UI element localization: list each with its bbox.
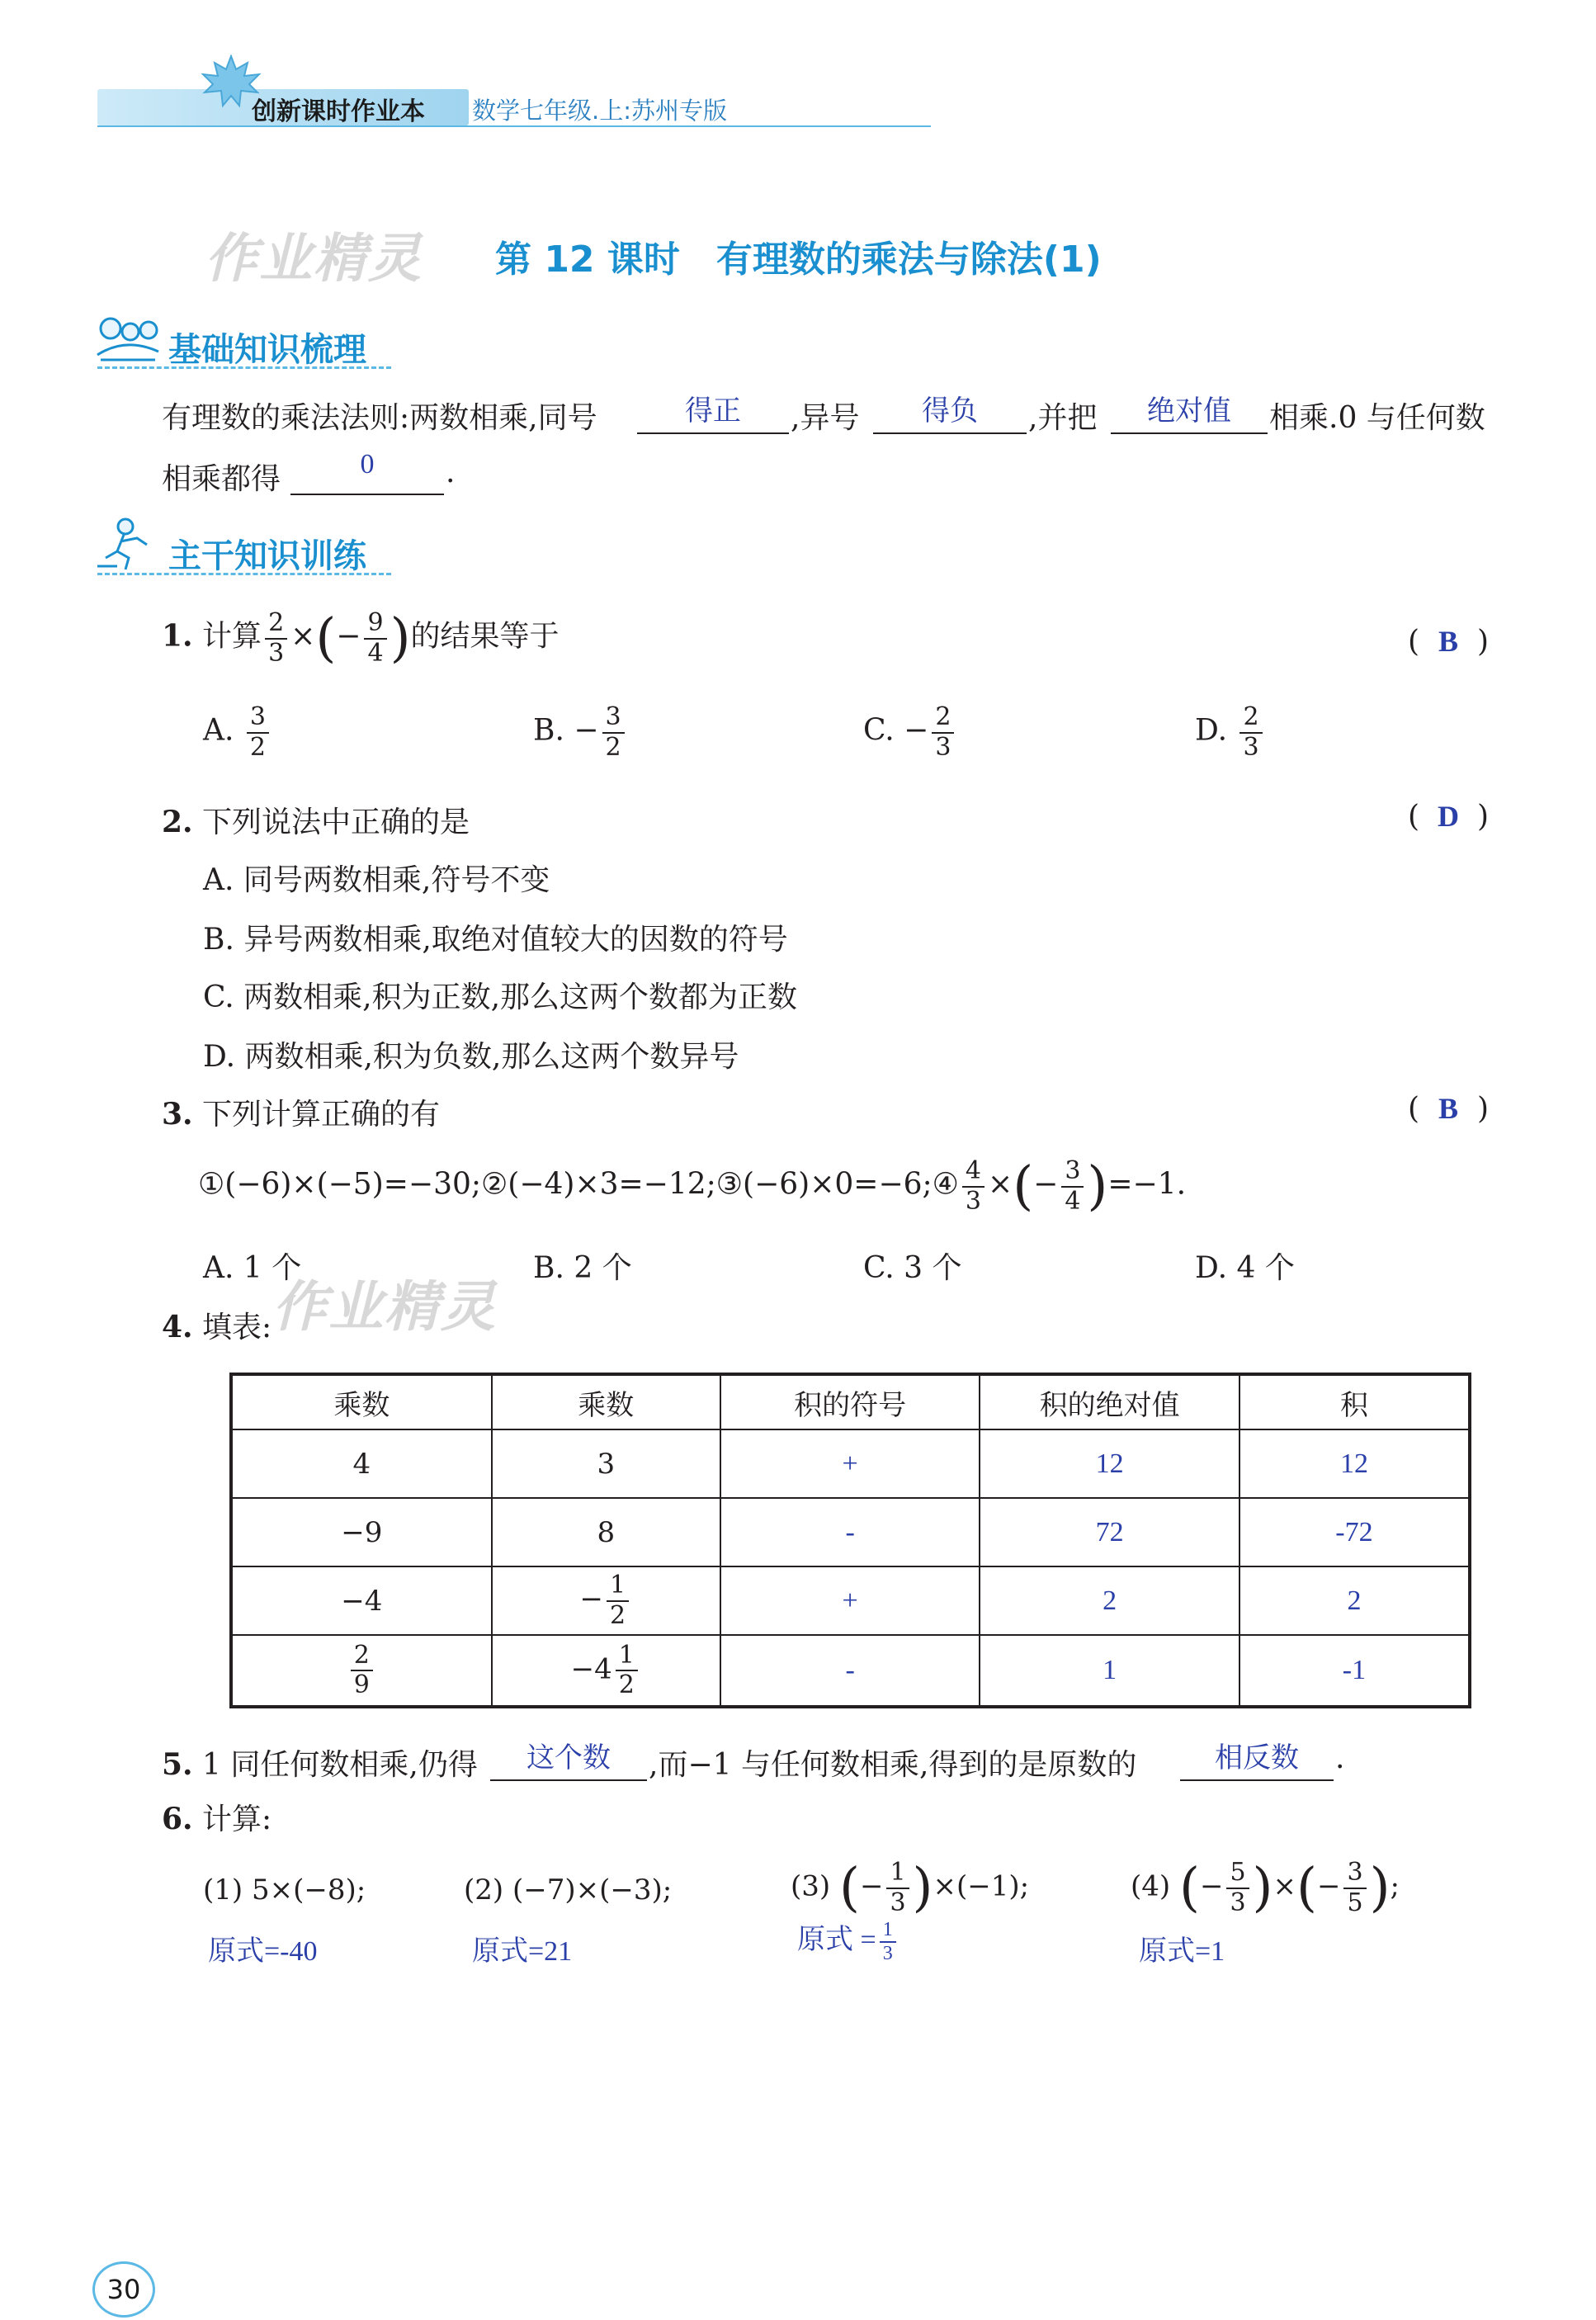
section-underline	[97, 366, 391, 369]
calc-item-1: (1) 5×(−8);	[203, 1873, 366, 1907]
table-cell: 3	[492, 1429, 720, 1498]
table-cell: −4 $\frac{1}{2}$	[492, 1635, 720, 1707]
answer-choice: D	[1438, 800, 1460, 833]
table-cell: −4	[231, 1566, 492, 1635]
table-cell: −9	[231, 1498, 492, 1566]
rule-text: 相乘都得	[162, 462, 281, 496]
question-number: 3.	[162, 1097, 193, 1132]
rule-text: 有理数的乘法法则:两数相乘,同号	[162, 401, 597, 435]
question-text: 计算:	[202, 1803, 272, 1836]
option-d[interactable]: D. 4 个	[1195, 1251, 1295, 1285]
calc-answer-2: 原式=21	[472, 1936, 573, 1967]
option-a[interactable]: A. $\frac{3}{2}$	[203, 703, 272, 762]
question-number: 5.	[162, 1747, 193, 1782]
answer-choice: B	[1438, 625, 1459, 658]
fraction: $\frac{2}{3}$	[265, 609, 287, 668]
question-5	[162, 1741, 478, 1784]
table-row	[231, 1429, 1470, 1498]
page-number: 30	[106, 2274, 141, 2305]
table-row	[231, 1566, 1470, 1635]
calc-answer-4: 原式=1	[1139, 1936, 1225, 1967]
table-cell: 8	[492, 1498, 720, 1566]
abacus-icon	[92, 312, 163, 368]
column-header: 乘数	[492, 1374, 720, 1429]
calc-item-2: (2) (−7)×(−3);	[464, 1873, 673, 1907]
option-c[interactable]: C. 3 个	[863, 1251, 962, 1285]
rule-answer-2: 得负	[922, 396, 978, 427]
question-3-expression: ①(−6)×(−5)=−30;②(−4)×3=−12;③(−6)×0=−6;④ $\frac{4}{3}$ ×(− $\frac{3}{4}$ )=−1.	[198, 1155, 1187, 1217]
option-b[interactable]: B. 2 个	[533, 1251, 632, 1285]
table-header-row	[231, 1374, 1470, 1429]
question-text: 1 同任何数相乘,仍得	[202, 1748, 478, 1782]
answer-cell[interactable]: -72	[1239, 1498, 1470, 1566]
answer-cell[interactable]: -	[720, 1498, 980, 1566]
answer-cell[interactable]: 12	[1239, 1429, 1470, 1498]
question-text: 下列说法中正确的是	[202, 806, 470, 839]
question-4	[162, 1304, 272, 1346]
column-header: 积的符号	[720, 1374, 980, 1429]
fill-table	[229, 1373, 1471, 1708]
question-3	[162, 1091, 440, 1133]
column-header: 乘数	[231, 1374, 492, 1429]
question-1: 1. 计算 $\frac{2}{3}$ ×(− $\frac{9}{4}$ )的结果等于	[162, 607, 560, 669]
q5-answer-2: 相反数	[1215, 1743, 1299, 1774]
table-cell: − $\frac{1}{2}$	[492, 1566, 720, 1635]
q5-answer-1: 这个数	[526, 1743, 611, 1774]
option-c[interactable]: C. 两数相乘,积为正数,那么这两个数都为正数	[203, 980, 798, 1014]
answer-paren-3: ( B )	[1408, 1092, 1490, 1126]
option-a[interactable]: A. 1 个	[203, 1251, 302, 1285]
question-number: 4.	[162, 1310, 193, 1344]
table-row	[231, 1498, 1470, 1566]
question-text: 计算	[202, 619, 262, 654]
answer-cell[interactable]: 2	[980, 1566, 1239, 1635]
basic-rule-line1	[162, 395, 597, 437]
question-number: 2.	[162, 805, 193, 839]
table-cell: 4	[231, 1429, 492, 1498]
question-text: 的结果等于	[410, 619, 560, 654]
question-6	[162, 1796, 272, 1838]
header-rule	[97, 125, 931, 127]
question-2	[162, 799, 470, 841]
fraction: $\frac{9}{4}$	[364, 609, 386, 668]
option-b[interactable]: B. 异号两数相乘,取绝对值较大的因数的符号	[203, 923, 788, 957]
rule-answer-3: 绝对值	[1147, 396, 1231, 427]
header-subtitle: 数学七年级.上:苏州专版	[472, 97, 727, 125]
answer-cell[interactable]: 2	[1239, 1566, 1470, 1635]
answer-paren-1: ( B )	[1408, 625, 1490, 659]
section-underline	[97, 573, 391, 575]
lesson-title: 第 12 课时 有理数的乘法与除法(1)	[495, 239, 1102, 281]
question-text: .	[1335, 1741, 1345, 1775]
option-a[interactable]: A. 同号两数相乘,符号不变	[203, 863, 550, 897]
table-cell: $\frac{2}{9}$	[231, 1635, 492, 1707]
option-d[interactable]: D. 两数相乘,积为负数,那么这两个数异号	[203, 1040, 739, 1074]
header-series-title: 创新课时作业本	[252, 97, 425, 126]
table-row	[231, 1635, 1470, 1707]
answer-paren-2: ( D )	[1408, 800, 1490, 834]
runner-icon	[92, 517, 163, 576]
column-header: 积	[1239, 1374, 1470, 1429]
rule-text: 相乘.0 与任何数	[1269, 401, 1485, 435]
rule-answer-4: 0	[360, 449, 375, 480]
calc-answer-3: 原式 = $\frac{1}{3}$	[797, 1916, 900, 1966]
answer-cell[interactable]: 12	[980, 1429, 1239, 1498]
answer-cell[interactable]: +	[720, 1429, 980, 1498]
column-header: 积的绝对值	[980, 1374, 1239, 1429]
watermark: 作业精灵	[272, 1275, 497, 1339]
watermark: 作业精灵	[205, 229, 423, 290]
answer-cell[interactable]: 72	[980, 1498, 1239, 1566]
question-number: 1.	[162, 618, 193, 654]
section-title-basic: 基础知识梳理	[168, 331, 366, 369]
question-text: ,而−1 与任何数相乘,得到的是原数的	[649, 1748, 1137, 1782]
option-d[interactable]: D. $\frac{2}{3}$	[1195, 703, 1266, 762]
question-text: 填表:	[202, 1311, 272, 1344]
answer-cell[interactable]: -	[720, 1635, 980, 1707]
answer-cell[interactable]: -1	[1239, 1635, 1470, 1707]
calc-answer-1: 原式=-40	[208, 1936, 318, 1967]
section-title-main: 主干知识训练	[168, 537, 366, 575]
calc-item-3: (3) (− $\frac{1}{3}$ )×(−1);	[791, 1857, 1030, 1919]
rule-text: ,异号	[791, 401, 860, 435]
answer-choice: B	[1438, 1092, 1459, 1125]
rule-answer-1: 得正	[685, 396, 741, 427]
option-c[interactable]: C. − $\frac{2}{3}$	[863, 703, 957, 762]
question-text: 下列计算正确的有	[202, 1098, 441, 1132]
page-number-badge	[92, 2261, 155, 2318]
calc-item-4: (4) (− $\frac{5}{3}$ )×(− $\frac{3}{5}$ );	[1131, 1857, 1400, 1919]
answer-cell[interactable]: +	[720, 1566, 980, 1635]
answer-cell[interactable]: 1	[980, 1635, 1239, 1707]
rule-text: .	[446, 456, 456, 489]
option-b[interactable]: B. − $\frac{3}{2}$	[533, 703, 628, 762]
question-number: 6.	[162, 1802, 193, 1836]
rule-text: ,并把	[1028, 401, 1098, 435]
